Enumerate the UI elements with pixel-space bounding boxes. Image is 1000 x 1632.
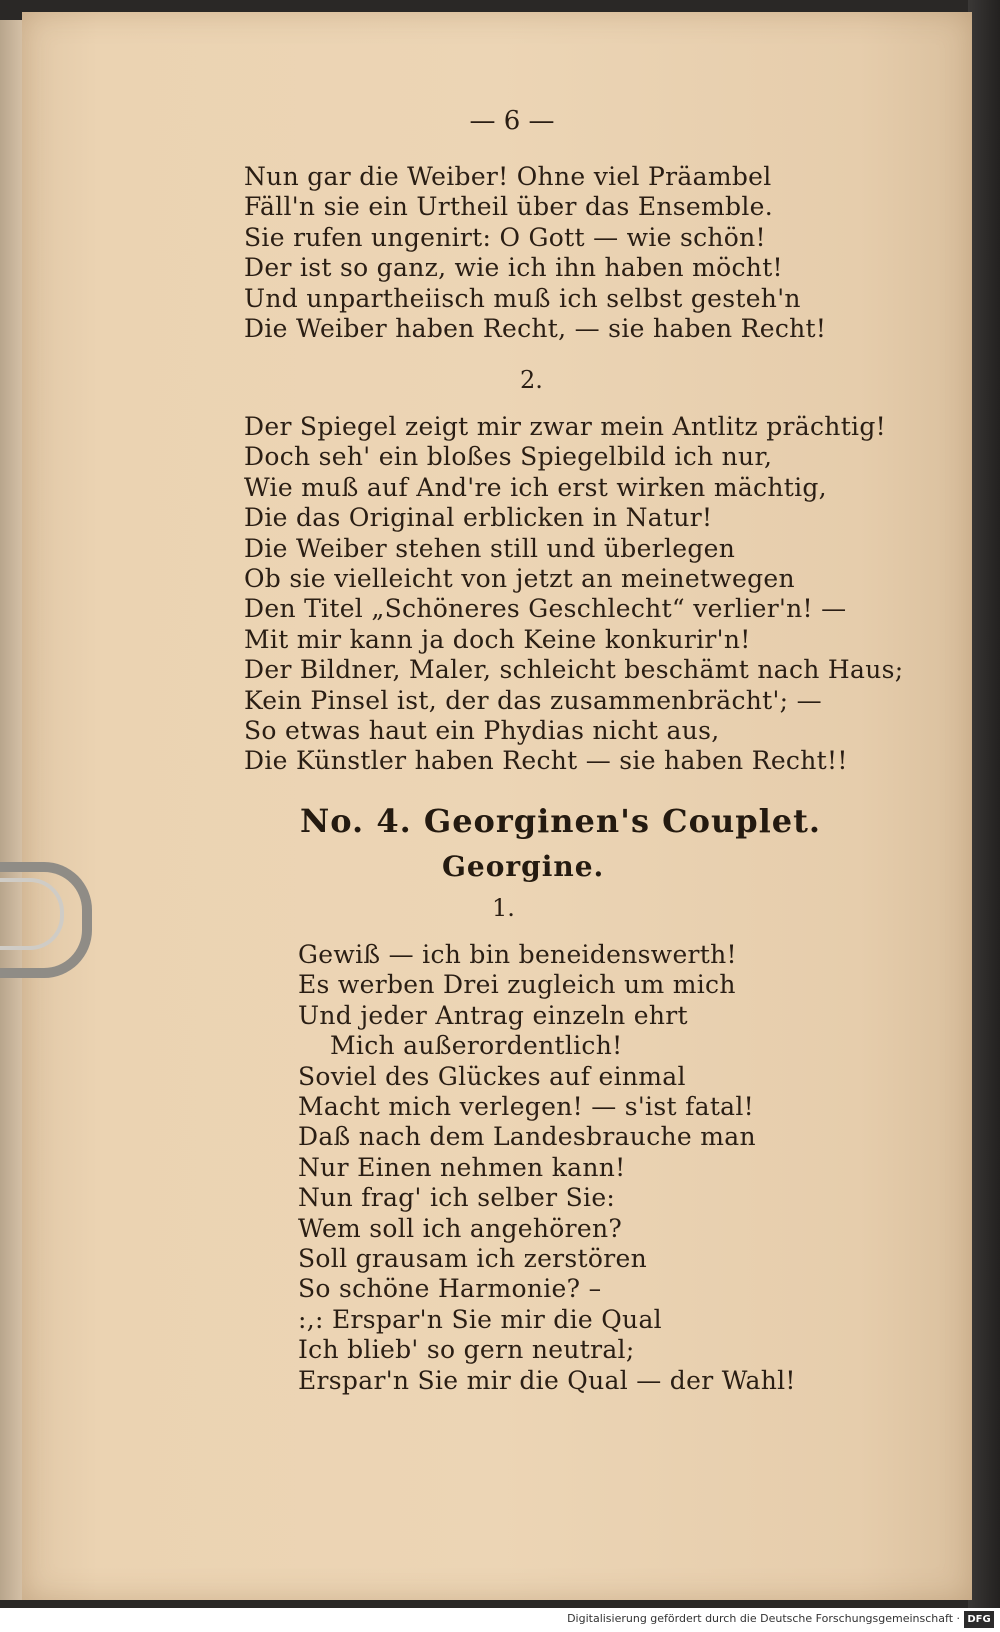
book-page [22, 12, 972, 1600]
verse-line: Die Künstler haben Recht — sie haben Recht!! [244, 746, 848, 776]
verse-line: Sie rufen ungenirt: O Gott — wie schön! [244, 222, 766, 252]
verse-line: Ob sie vielleicht von jetzt an meinetwegen [244, 564, 795, 594]
verse-line: Doch seh' ein bloßes Spiegelbild ich nur, [244, 442, 773, 472]
verse-line: So schöne Harmonie? – [298, 1274, 602, 1304]
book-spine [968, 0, 1000, 1608]
verse-line: Der ist so ganz, wie ich ihn haben möcht! [244, 253, 783, 283]
verse-line: Die das Original erblicken in Natur! [244, 503, 713, 533]
verse-line: Gewiß — ich bin beneidenswerth! [298, 940, 737, 969]
verse-line: Wie muß auf And're ich erst wirken mächtig, [244, 472, 827, 502]
stanza-continuation [244, 162, 826, 344]
role-heading: Georgine. [442, 850, 605, 883]
verse-line: Wem soll ich angehören? [298, 1213, 623, 1243]
couplet-stanza [298, 940, 796, 1396]
verse-line: Soll grausam ich zerstören [298, 1244, 647, 1274]
verse-line: Der Bildner, Maler, schleicht beschämt nach Haus; [244, 655, 904, 685]
verse-line: :,: Erspar'n Sie mir die Qual [298, 1304, 662, 1334]
verse-line: Soviel des Glückes auf einmal [298, 1061, 686, 1091]
verse-line: Den Titel „Schöneres Geschlecht“ verlier'n! — [244, 594, 847, 624]
verse-line: Und unpartheiisch muß ich selbst gesteh'n [244, 283, 801, 313]
verse-line: Macht mich verlegen! — s'ist fatal! [298, 1092, 755, 1122]
verse-line: Mit mir kann ja doch Keine konkurir'n! [244, 624, 751, 654]
verse-line: Erspar'n Sie mir die Qual — der Wahl! [298, 1365, 796, 1395]
verse-line: Der Spiegel zeigt mir zwar mein Antlitz prächtig! [244, 412, 886, 441]
verse-line: Es werben Drei zugleich um mich [298, 970, 736, 1000]
verse-line: Und jeder Antrag einzeln ehrt [298, 1000, 688, 1030]
verse-line: Mich außerordentlich! [330, 1031, 623, 1061]
verse-line: Kein Pinsel ist, der das zusammenbrächt'; — [244, 685, 822, 715]
verse-line: Die Weiber haben Recht, — sie haben Recht! [244, 314, 827, 344]
verse-line: Nur Einen nehmen kann! [298, 1152, 626, 1182]
page-number: — 6 — [469, 106, 555, 136]
verse-line: Daß nach dem Landesbrauche man [298, 1122, 756, 1152]
footer-credit: Digitalisierung gefördert durch die Deutsche Forschungsgemeinschaft · [567, 1612, 960, 1625]
verse-line: Ich blieb' so gern neutral; [298, 1335, 635, 1365]
verse-line: Nun frag' ich selber Sie: [298, 1183, 616, 1213]
stanza-two [244, 412, 903, 777]
stanza-number: 2. [520, 366, 543, 394]
stanza-number: 1. [492, 894, 515, 922]
verse-line: Nun gar die Weiber! Ohne viel Präambel [244, 162, 772, 191]
verse-line: Fäll'n sie ein Urtheil über das Ensemble. [244, 192, 773, 222]
section-heading: No. 4. Georginen's Couplet. [300, 802, 822, 840]
dfg-logo: DFG [964, 1611, 994, 1628]
verse-line: So etwas haut ein Phydias nicht aus, [244, 716, 720, 746]
footer-bar [0, 1608, 1000, 1632]
verse-line: Die Weiber stehen still und überlegen [244, 533, 736, 563]
previous-page-edge [0, 20, 24, 1600]
paper-clip-highlight [0, 878, 64, 950]
